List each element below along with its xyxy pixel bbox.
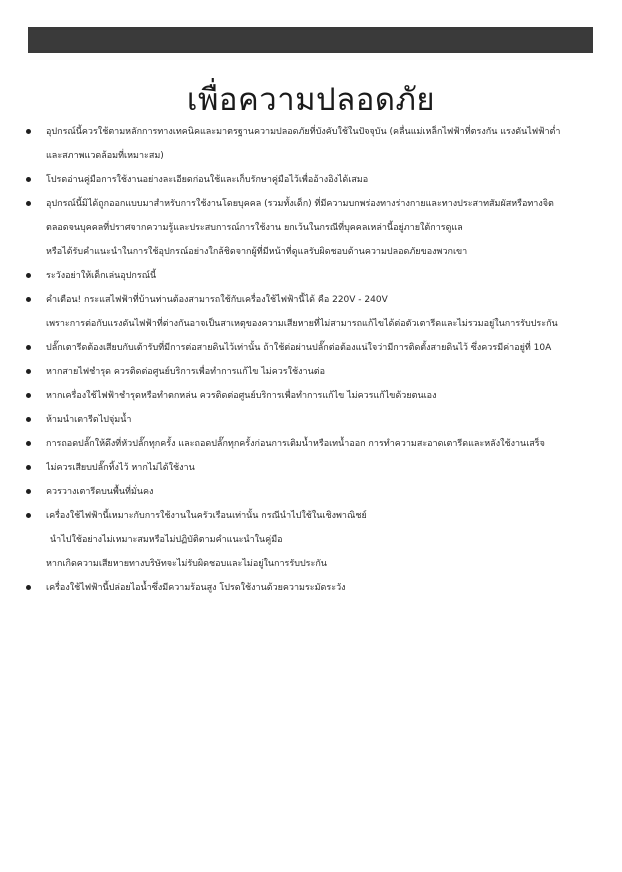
list-item — [26, 384, 598, 408]
list-item-line: โปรดอ่านคู่มือการใช้งานอย่างละเอียดก่อนใช้และเก็บรักษาคู่มือไว้เพื่ออ้างอิงได้เสมอ — [46, 175, 369, 185]
bullet-icon — [26, 369, 31, 374]
list-item-line: หากเครื่องใช้ไฟฟ้าชำรุดหรือทำตกหล่น ควรติดต่อศูนย์บริการเพื่อทำการแก้ไข ไม่ควรแก้ไขด้วยตนเอง — [46, 391, 437, 401]
list-item-line: เพราะการต่อกับแรงดันไฟฟ้าที่ต่างกันอาจเป็นสาเหตุของความเสียหายที่ไม่สามารถแก้ไขได้ต่อตัวเตารีดและไม่รวมอยู่ในการรับประกัน — [46, 319, 558, 329]
list-item-line: อุปกรณ์นี้ควรใช้ตามหลักการทางเทคนิคและมาตรฐานความปลอดภัยที่บังคับใช้ในปัจจุบัน (คลื่นแม่เหล็กไฟฟ้าที่ตรงกัน แรงดันไฟฟ้าต่ำ — [46, 127, 561, 137]
list-item — [26, 576, 598, 600]
list-item — [26, 288, 598, 336]
list-item-line: ปลั๊กเตารีดต้องเสียบกับเต้ารับที่มีการต่อสายดินไว้เท่านั้น ถ้าใช้ต่อผ่านปลั๊กต่อต้องแน่ใจว่ามีการติดตั้งสายดินไว้ ซึ่งควรมีค่าอยู่ที่ 10A — [46, 343, 552, 353]
bullet-icon — [26, 441, 31, 446]
bullet-icon — [26, 393, 31, 398]
list-item-line: นำไปใช้อย่างไม่เหมาะสมหรือไม่ปฏิบัติตามคำแนะนำในคู่มือ — [50, 535, 283, 545]
list-item — [26, 480, 598, 504]
list-item-line: หรือได้รับคำแนะนำในการใช้อุปกรณ์อย่างใกล้ชิดจากผู้ที่มีหน้าที่ดูแลรับผิดชอบด้านความปลอดภัยของพวกเขา — [46, 247, 468, 257]
list-item-line: หากเกิดความเสียหายทางบริษัทจะไม่รับผิดชอบและไม่อยู่ในการรับประกัน — [46, 559, 327, 569]
list-item-line: ระวังอย่าให้เด็กเล่นอุปกรณ์นี้ — [46, 271, 157, 281]
list-item — [26, 432, 598, 456]
bullet-icon — [26, 345, 31, 350]
bullet-icon — [26, 297, 31, 302]
page-title: เพื่อความปลอดภัย — [186, 82, 436, 118]
list-item — [26, 360, 598, 384]
bullet-icon — [26, 489, 31, 494]
list-item — [26, 504, 598, 576]
bullet-icon — [26, 513, 31, 518]
list-item — [26, 264, 598, 288]
list-item — [26, 168, 598, 192]
list-item-line: ตลอดจนบุคคลที่ปราศจากความรู้และประสบการณ์การใช้งาน ยกเว้นในกรณีที่บุคคลเหล่านี้อยู่ภายใต้การดูแล — [46, 223, 463, 233]
list-item-line: เครื่องใช้ไฟฟ้านี้ปล่อยไอน้ำซึ่งมีความร้อนสูง โปรดใช้งานด้วยความระมัดระวัง — [46, 583, 346, 593]
bullet-icon — [26, 129, 31, 134]
list-item-line: ควรวางเตารีดบนพื้นที่มั่นคง — [46, 487, 154, 497]
list-item-line: การถอดปลั๊กให้ดึงที่หัวปลั๊กทุกครั้ง และถอดปลั๊กทุกครั้งก่อนการเติมน้ำหรือเทน้ำออก การทำความสะอาดเตารีดและหลังใช้งานเสร็จ — [46, 439, 545, 449]
bullet-icon — [26, 585, 31, 590]
list-item — [26, 120, 598, 168]
list-item-line: คำเตือน! กระแสไฟฟ้าที่บ้านท่านต้องสามารถใช้กับเครื่องใช้ไฟฟ้านี้ได้ คือ 220V - 240V — [46, 295, 388, 305]
list-item — [26, 336, 598, 360]
list-item — [26, 408, 598, 432]
header-bar — [28, 27, 593, 53]
list-item-line: ไม่ควรเสียบปลั๊กทิ้งไว้ หากไม่ได้ใช้งาน — [46, 463, 195, 473]
list-item-line: และสภาพแวดล้อมที่เหมาะสม) — [46, 151, 164, 161]
list-item-line: ห้ามนำเตารีดไปจุ่มน้ำ — [46, 415, 132, 425]
list-item — [26, 192, 598, 264]
safety-list — [26, 120, 598, 600]
bullet-icon — [26, 465, 31, 470]
list-item-line: เครื่องใช้ไฟฟ้านี้เหมาะกับการใช้งานในครัวเรือนเท่านั้น กรณีนำไปใช้ในเชิงพาณิชย์ — [46, 511, 367, 521]
bullet-icon — [26, 273, 31, 278]
list-item — [26, 456, 598, 480]
bullet-icon — [26, 177, 31, 182]
list-item-line: หากสายไฟชำรุด ควรติดต่อศูนย์บริการเพื่อทำการแก้ไข ไม่ควรใช้งานต่อ — [46, 367, 325, 377]
list-item-line: อุปกรณ์นี้มิได้ถูกออกแบบมาสำหรับการใช้งานโดยบุคคล (รวมทั้งเด็ก) ที่มีความบกพร่องทางร่างกายและทางประสาทสัมผัสหรือทางจิต — [46, 199, 554, 209]
bullet-icon — [26, 201, 31, 206]
bullet-icon — [26, 417, 31, 422]
